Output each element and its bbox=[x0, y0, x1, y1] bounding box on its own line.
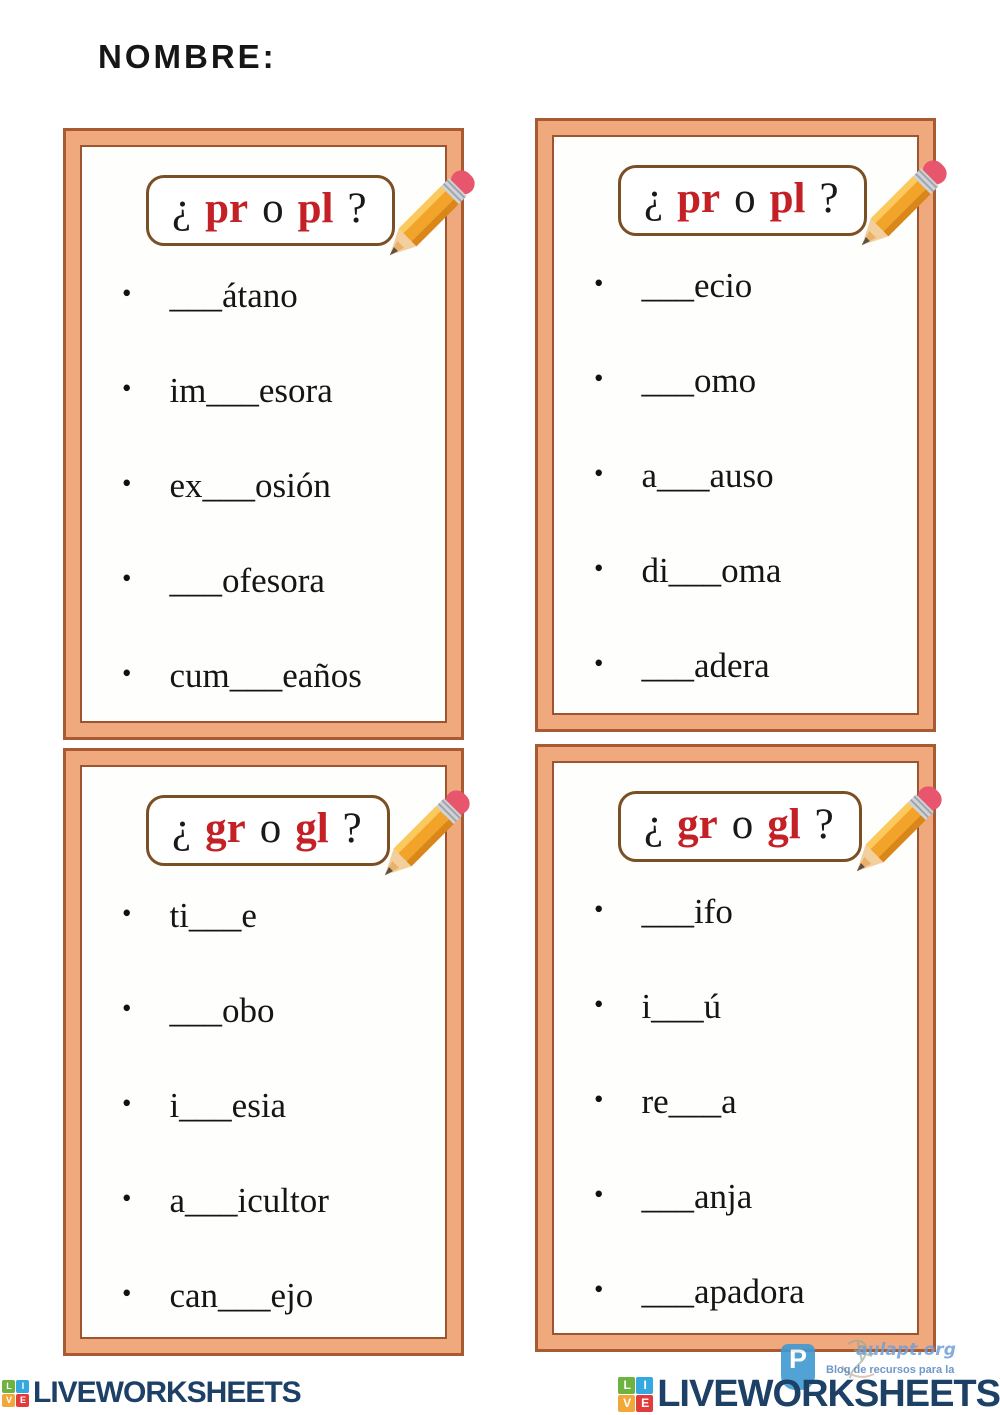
logo-wordmark: LIVEWORKSHEETS bbox=[33, 1376, 301, 1409]
option-a: pr bbox=[677, 175, 721, 222]
watermark-site-link[interactable]: aulapt.org bbox=[856, 1340, 956, 1360]
item-text: • ___átano bbox=[169, 276, 298, 315]
open-question-mark: ¿ bbox=[644, 801, 664, 848]
watermark-p-badge: P bbox=[781, 1344, 815, 1390]
item-text: • ___adera bbox=[641, 646, 770, 685]
worksheet-blank-item[interactable] bbox=[594, 894, 917, 929]
liveworksheets-logo-left[interactable] bbox=[2, 1378, 301, 1408]
panel-content bbox=[80, 765, 447, 1339]
logo-tile-l: L bbox=[618, 1377, 635, 1394]
question-chip bbox=[618, 165, 867, 236]
item-text: • can___ejo bbox=[169, 1276, 314, 1315]
panel-header bbox=[618, 165, 867, 236]
worksheet-blank-item[interactable] bbox=[594, 1274, 917, 1309]
word-list bbox=[122, 898, 445, 1313]
worksheet-panel-gr-gl-2 bbox=[535, 744, 936, 1352]
panel-content bbox=[552, 761, 919, 1335]
open-question-mark: ¿ bbox=[172, 185, 192, 232]
item-text: • cum___eaños bbox=[169, 656, 362, 695]
item-text: • di___oma bbox=[641, 551, 782, 590]
item-text: • ti___e bbox=[169, 896, 257, 935]
close-question-mark: ? bbox=[347, 185, 367, 232]
logo-tile-i: I bbox=[16, 1380, 29, 1393]
item-text: • ___apadora bbox=[641, 1272, 805, 1311]
question-chip bbox=[618, 791, 862, 862]
logo-tile-e: E bbox=[16, 1394, 29, 1407]
conjunction: o bbox=[731, 801, 754, 848]
worksheet-blank-item[interactable] bbox=[122, 1088, 445, 1123]
worksheet-blank-item[interactable] bbox=[122, 563, 445, 598]
conjunction: o bbox=[262, 185, 284, 232]
open-question-mark: ¿ bbox=[644, 175, 664, 222]
logo-tile-e: E bbox=[636, 1395, 653, 1412]
worksheet-blank-item[interactable] bbox=[594, 363, 917, 398]
name-label: NOMBRE: bbox=[98, 38, 277, 75]
worksheet-blank-item[interactable] bbox=[122, 1278, 445, 1313]
logo-wordmark: LIVEWORKSHEETS bbox=[657, 1373, 1000, 1415]
item-text: • ___omo bbox=[641, 361, 757, 400]
item-text: • ex___osión bbox=[169, 466, 331, 505]
logo-tile-i: I bbox=[636, 1377, 653, 1394]
question-chip bbox=[146, 175, 395, 246]
liveworksheets-logo-right[interactable] bbox=[618, 1375, 1000, 1413]
option-b: pl bbox=[297, 185, 334, 232]
worksheet-panel-gr-gl-1 bbox=[63, 748, 464, 1356]
liveworksheets-tiles-icon bbox=[2, 1380, 29, 1407]
logo-tile-v: V bbox=[2, 1394, 15, 1407]
item-text: • a___auso bbox=[641, 456, 774, 495]
worksheet-blank-item[interactable] bbox=[594, 553, 917, 588]
item-text: • a___icultor bbox=[169, 1181, 329, 1220]
worksheet-blank-item[interactable] bbox=[122, 1183, 445, 1218]
logo-tile-v: V bbox=[618, 1395, 635, 1412]
panel-header bbox=[618, 791, 862, 862]
option-a: pr bbox=[205, 185, 249, 232]
worksheet-blank-item[interactable] bbox=[594, 989, 917, 1024]
question-chip bbox=[146, 795, 390, 866]
worksheet-blank-item[interactable] bbox=[122, 658, 445, 693]
option-a: gr bbox=[205, 805, 246, 852]
close-question-mark: ? bbox=[819, 175, 839, 222]
option-b: gl bbox=[295, 805, 329, 852]
item-text: • ___ifo bbox=[641, 892, 733, 931]
panel-header bbox=[146, 175, 395, 246]
word-list bbox=[122, 278, 445, 693]
liveworksheets-tiles-icon bbox=[618, 1377, 653, 1412]
worksheet-panel-pr-pl-2 bbox=[535, 118, 936, 732]
item-text: • i___esia bbox=[169, 1086, 287, 1125]
item-text: • ___ecio bbox=[641, 266, 753, 305]
watermark-tagline: Blog de recursos para la bbox=[826, 1364, 955, 1376]
item-text: • re___a bbox=[641, 1082, 737, 1121]
panel-content bbox=[80, 145, 447, 723]
close-question-mark: ? bbox=[342, 805, 362, 852]
worksheet-blank-item[interactable] bbox=[122, 278, 445, 313]
conjunction: o bbox=[259, 805, 282, 852]
worksheet-blank-item[interactable] bbox=[122, 373, 445, 408]
worksheet-blank-item[interactable] bbox=[594, 648, 917, 683]
item-text: • ___anja bbox=[641, 1177, 753, 1216]
worksheet-blank-item[interactable] bbox=[594, 1084, 917, 1119]
item-text: • i___ú bbox=[641, 987, 722, 1026]
worksheet-blank-item[interactable] bbox=[122, 993, 445, 1028]
worksheet-blank-item[interactable] bbox=[594, 458, 917, 493]
open-question-mark: ¿ bbox=[172, 805, 192, 852]
item-text: • im___esora bbox=[169, 371, 333, 410]
item-text: • ___ofesora bbox=[169, 561, 325, 600]
word-list bbox=[594, 268, 917, 683]
worksheet-blank-item[interactable] bbox=[594, 1179, 917, 1214]
close-question-mark: ? bbox=[814, 801, 834, 848]
option-b: gl bbox=[767, 801, 801, 848]
panel-header bbox=[146, 795, 390, 866]
option-b: pl bbox=[769, 175, 806, 222]
conjunction: o bbox=[734, 175, 756, 222]
worksheet-blank-item[interactable] bbox=[594, 268, 917, 303]
worksheet-blank-item[interactable] bbox=[122, 468, 445, 503]
panel-content bbox=[552, 135, 919, 715]
worksheet-panel-pr-pl-1 bbox=[63, 128, 464, 740]
item-text: • ___obo bbox=[169, 991, 275, 1030]
logo-tile-l: L bbox=[2, 1380, 15, 1393]
option-a: gr bbox=[677, 801, 718, 848]
worksheet-blank-item[interactable] bbox=[122, 898, 445, 933]
word-list bbox=[594, 894, 917, 1309]
